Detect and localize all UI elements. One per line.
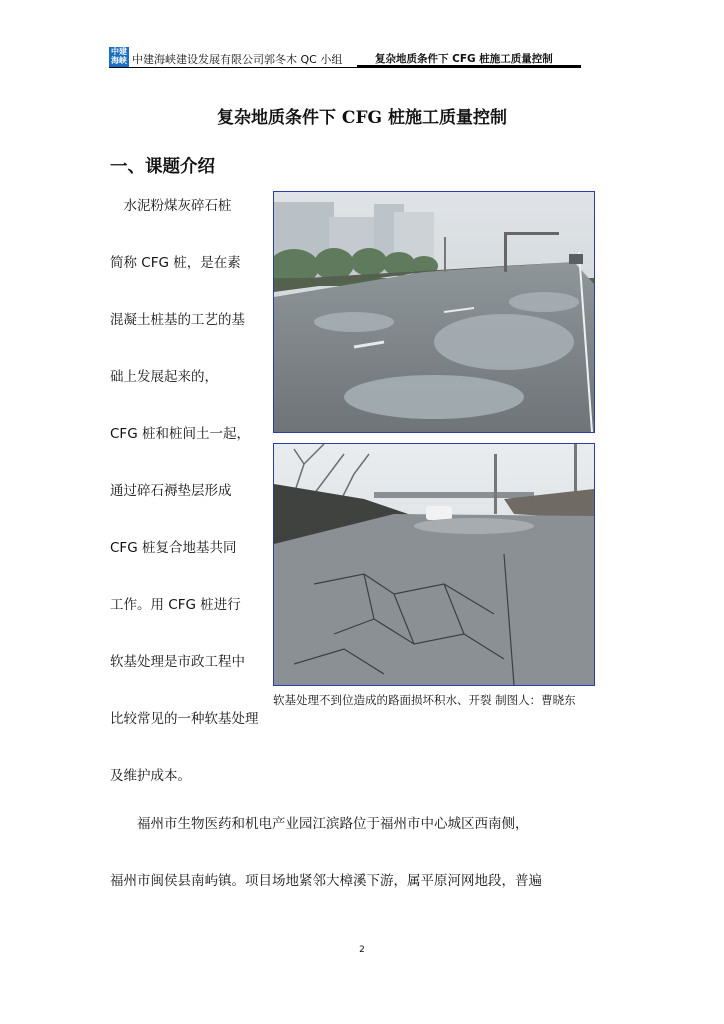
body-text-line: 础上发展起来的， xyxy=(110,369,218,385)
road-waterlogging-photo xyxy=(273,191,595,433)
header-company-name: 中建海峡建设发展有限公司郭冬木 QC 小组 xyxy=(132,53,343,66)
company-logo: 中建 海峡 xyxy=(111,47,127,65)
body-text-line: CFG 桩复合地基共同 xyxy=(110,540,237,556)
document-title: 复杂地质条件下 CFG 桩施工质量控制 xyxy=(217,108,507,128)
body-text-line: 福州市生物医药和机电产业园江滨路位于福州市中心城区西南侧， xyxy=(110,816,529,832)
road-cracking-photo xyxy=(273,443,595,686)
header-document-title: 复杂地质条件下 CFG 桩施工质量控制 xyxy=(375,53,553,65)
body-text-line: 软基处理是市政工程中 xyxy=(110,654,245,670)
body-text-line: 及维护成本。 xyxy=(110,768,191,784)
header-divider xyxy=(109,67,581,68)
section-heading: 一、课题介绍 xyxy=(110,157,215,177)
body-text-line: 比较常见的一种软基处理 xyxy=(110,711,259,727)
body-text-line: 通过碎石褥垫层形成 xyxy=(110,483,232,499)
body-text-line: 福州市闽侯县南屿镇。项目场地紧邻大樟溪下游，属平原河网地段，普遍 xyxy=(110,873,542,889)
image-caption: 软基处理不到位造成的路面损坏积水、开裂 制图人：曹晓东 xyxy=(273,693,576,707)
body-text-line: 工作。用 CFG 桩进行 xyxy=(110,597,241,613)
body-text-line: CFG 桩和桩间土一起， xyxy=(110,426,250,442)
body-text-line: 混凝土桩基的工艺的基 xyxy=(110,312,245,328)
header-title-underline xyxy=(357,65,581,67)
body-text-line: 水泥粉煤灰碎石桩 xyxy=(110,198,232,214)
body-text-line: 简称 CFG 桩，是在素 xyxy=(110,255,241,271)
page-number: 2 xyxy=(359,945,365,955)
page-header xyxy=(109,46,581,68)
